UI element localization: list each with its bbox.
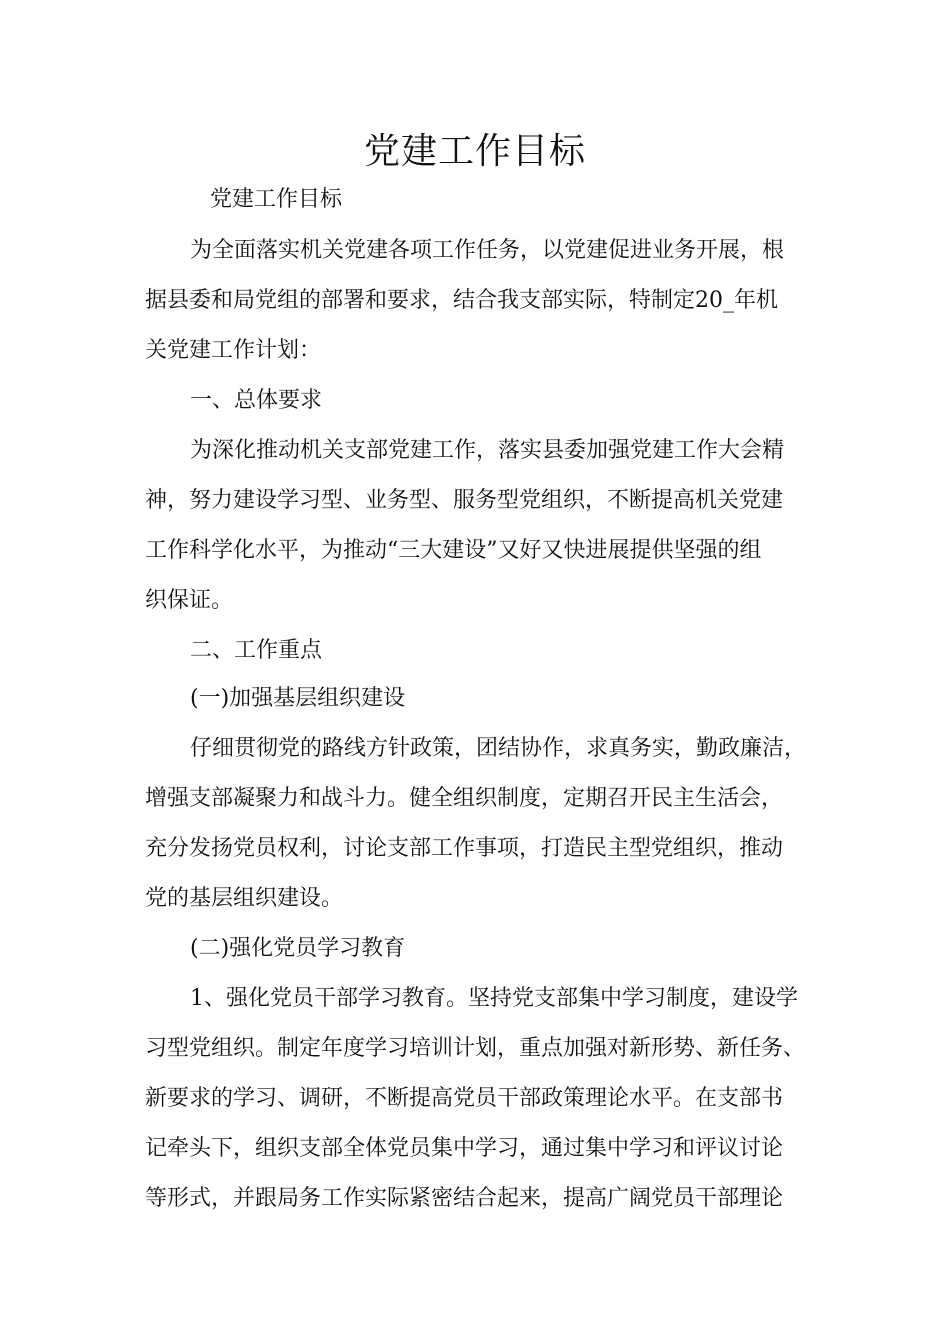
document-title: 党建工作目标 xyxy=(363,131,586,172)
body-line: 为深化推动机关支部党建工作，落实县委加强党建工作大会精 xyxy=(190,438,785,463)
section-heading: 二、工作重点 xyxy=(190,638,323,663)
body-line: 关党建工作计划： xyxy=(145,338,322,363)
body-line: 新要求的学习、调研，不断提高党员干部政策理论水平。在支部书 xyxy=(145,1086,784,1111)
body-line: 1、强化党员干部学习教育。坚持党支部集中学习制度，建设学 xyxy=(190,986,798,1011)
body-line: 记牵头下，组织支部全体党员集中学习，通过集中学习和评议讨论 xyxy=(145,1136,784,1161)
body-line: 织保证。 xyxy=(145,588,234,613)
body-line: 仔细贯彻党的路线方针政策，团结协作，求真务实，勤政廉洁， xyxy=(190,736,807,761)
section-heading: 一、总体要求 xyxy=(190,388,323,413)
subsection-heading: (二)强化党员学习教育 xyxy=(190,936,406,961)
body-line: 党的基层组织建设。 xyxy=(145,886,344,911)
body-line: 神，努力建设学习型、业务型、服务型党组织，不断提高机关党建 xyxy=(145,488,784,513)
body-line: 据县委和局党组的部署和要求，结合我支部实际，特制定20_年机 xyxy=(145,288,778,313)
document-subtitle: 党建工作目标 xyxy=(210,187,343,212)
subsection-heading: (一)加强基层组织建设 xyxy=(190,686,406,711)
body-line: 工作科学化水平，为推动“三大建设”又好又快进展提供坚强的组 xyxy=(145,538,762,563)
body-line: 等形式，并跟局务工作实际紧密结合起来，提高广阔党员干部理论 xyxy=(145,1186,784,1211)
body-line: 充分发扬党员权利，讨论支部工作事项，打造民主型党组织，推动 xyxy=(145,836,784,861)
body-line: 习型党组织。制定年度学习培训计划，重点加强对新形势、新任务、 xyxy=(145,1036,806,1061)
body-line: 增强支部凝聚力和战斗力。健全组织制度，定期召开民主生活会， xyxy=(145,786,784,811)
body-line: 为全面落实机关党建各项工作任务，以党建促进业务开展，根 xyxy=(190,238,785,263)
